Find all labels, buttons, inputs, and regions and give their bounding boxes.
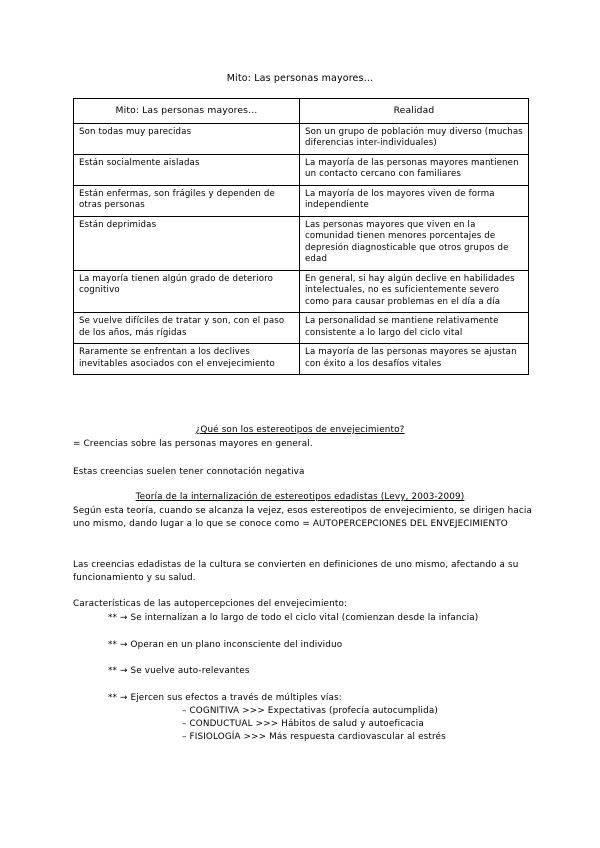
theory-title: Teoría de la internalización de estereotipos edadistas (Levy, 2003-2009) [135,492,465,502]
reality-cell: La mayoría de las personas mayores mantienen un contacto cercano con familiares [300,154,529,185]
page-title: Mito: Las personas mayores… [226,73,374,84]
reality-cell: En general, si hay algún declive en habilidades intelectuales, no es suficientemente severo como para causar problemas en el día a día [300,270,529,313]
reality-cell: La mayoría de los mayores viven de forma independiente [300,185,529,216]
myth-reality-table [73,98,529,375]
table-row [74,123,529,154]
myth-cell: Están enfermas, son frágiles y dependen de otras personas [74,185,300,216]
path-item-cognitive: – COGNITIVA >>> Expectativas (profecía autocumplida) [182,706,438,716]
path-item-behavioral: – CONDUCTUAL >>> Hábitos de salud y autoeficacia [182,719,424,729]
list-item: ** → Se internalizan a lo largo de todo el ciclo vital (comienzan desde la infancia) [108,613,479,623]
reality-cell: Las personas mayores que viven en la comunidad tienen menores porcentajes de depresión diagnosticable que otros grupos de edad [300,216,529,270]
definition-text: = Creencias sobre las personas mayores en general. [73,439,313,449]
myth-cell: Están deprimidas [74,216,300,270]
question-heading: ¿Qué son los estereotipos de envejecimiento? [195,425,405,435]
connotation-text: Estas creencias suelen tener connotación negativa [73,467,305,477]
table-row [74,270,529,313]
reality-cell: La personalidad se mantiene relativamente consistente a lo largo del ciclo vital [300,313,529,344]
list-item: ** → Operan en un plano inconsciente del individuo [108,640,343,650]
list-item: ** → Ejercen sus efectos a través de múltiples vías: [108,693,342,703]
theory-text: Según esta teoría, cuando se alcanza la vejez, esos estereotipos de envejecimiento, se dirigen hacia uno mismo, dando lugar a lo que se conoce como = AUTOPERCEPCIONES DEL ENVEJECIMIENTO [73,506,533,529]
table-header-row [74,99,529,124]
reality-cell: La mayoría de las personas mayores se ajustan con éxito a los desafíos vitales [300,344,529,375]
characteristics-title: Características de las autopercepciones del envejecimiento: [73,599,348,609]
myth-cell: Están socialmente aisladas [74,154,300,185]
reality-cell: Son un grupo de población muy diverso (muchas diferencias inter-individuales) [300,123,529,154]
header-myth: Mito: Las personas mayores… [74,99,300,124]
header-reality: Realidad [300,99,529,124]
table-row [74,185,529,216]
table-row [74,313,529,344]
myth-cell: Se vuelve difíciles de tratar y son, con el paso de los años, más rígidas [74,313,300,344]
path-item-physiological: – FISIOLOGÍA >>> Más respuesta cardiovascular al estrés [182,732,446,742]
myth-cell: La mayoría tienen algún grado de deterioro cognitivo [74,270,300,313]
table-row [74,216,529,270]
table-row [74,344,529,375]
list-item: ** → Se vuelve auto-relevantes [108,666,250,676]
beliefs-text: Las creencias edadistas de la cultura se convierten en definiciones de uno mismo, afectando a su funcionamiento y su salud. [73,560,519,583]
table-row [74,154,529,185]
myth-cell: Son todas muy parecidas [74,123,300,154]
myth-cell: Raramente se enfrentan a los declives inevitables asociados con el envejecimiento [74,344,300,375]
